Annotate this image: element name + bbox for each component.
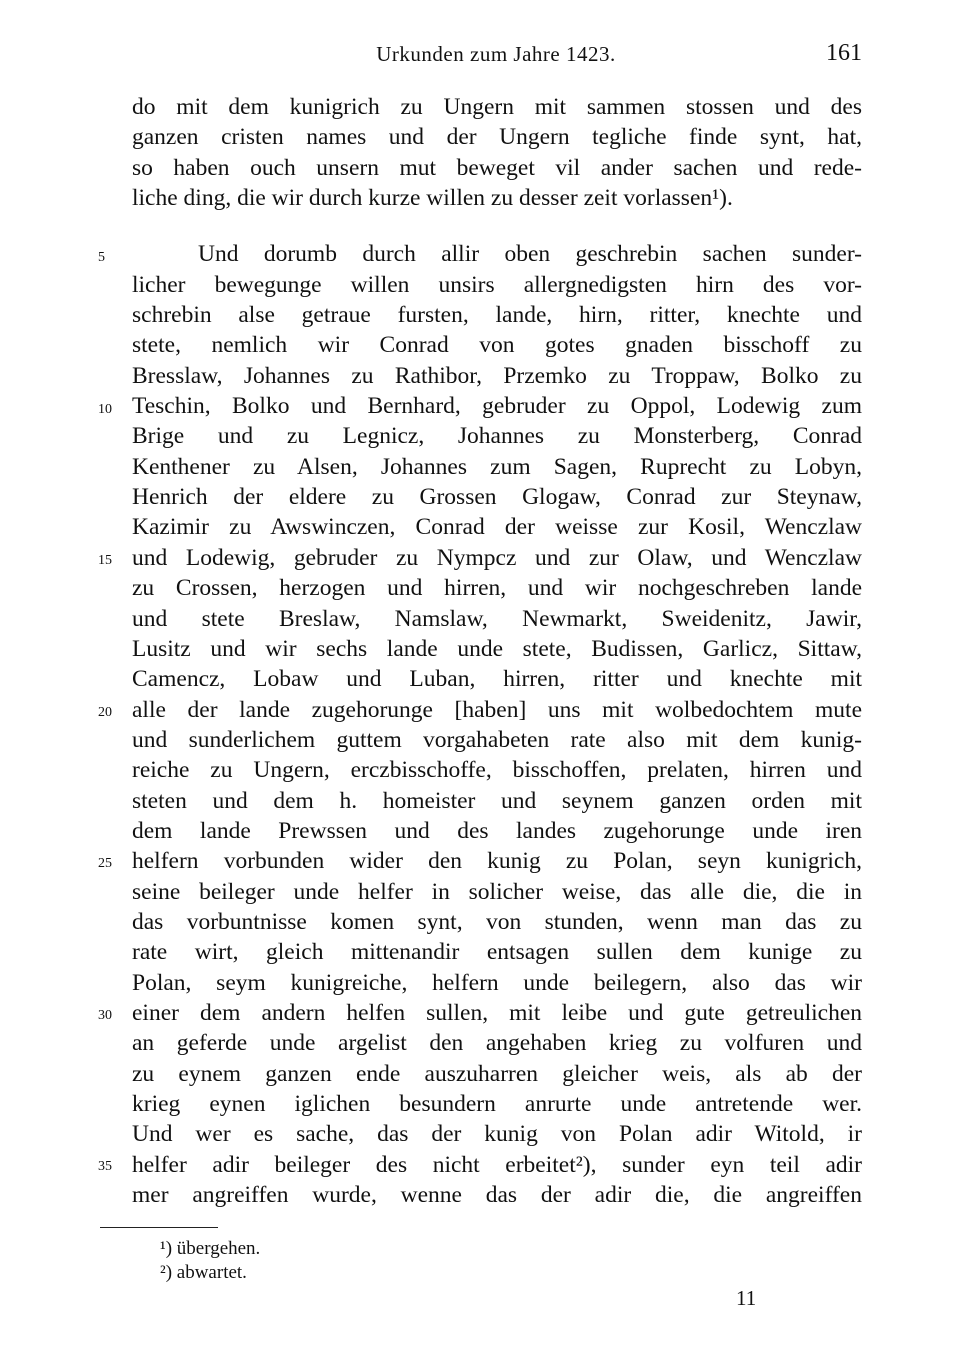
text-line: helfern vorbunden wider den kunig zu Polan, seyn kunigrich,	[132, 848, 862, 875]
signature-mark: 11	[736, 1286, 757, 1310]
text-line: reiche zu Ungern, erczbisschoffe, bisschoffen, prelaten, hirren und	[132, 757, 862, 784]
line-number: 30	[98, 1008, 112, 1023]
text-line: einer dem andern helfen sullen, mit leibe und gute getreulichen	[132, 999, 862, 1026]
footnotes	[160, 1237, 260, 1285]
line-number: 20	[98, 705, 112, 720]
line-number: 15	[98, 553, 112, 568]
text-line: Lusitz und wir sechs lande unde stete, Budissen, Garlicz, Sittaw,	[132, 635, 862, 662]
text-line: zu eynem ganzen ende auszuharren gleicher weis, als ab der	[132, 1060, 862, 1087]
page-header	[130, 38, 862, 78]
text-line: Brige und zu Legnicz, Johannes zu Monsterberg, Conrad	[132, 423, 862, 450]
text-line: dem lande Prewssen und des landes zugehorunge unde iren	[132, 817, 862, 844]
footnote: ¹) übergehen.	[160, 1238, 261, 1259]
text-line: Teschin, Bolko und Bernhard, gebruder zu Oppol, Lodewig zum	[132, 393, 862, 420]
text-line: alle der lande zugehorunge [haben] uns mit wolbedochtem mute	[132, 696, 862, 723]
text-line: und sunderlichem guttem vorgahabeten rate also mit dem kunig-	[132, 726, 862, 753]
footnote: ²) abwartet.	[160, 1262, 247, 1283]
text-line: Camencz, Lobaw und Luban, hirren, ritter und knechte mit	[132, 666, 862, 693]
text-line: Henrich der eldere zu Grossen Glogaw, Conrad zur Steynaw,	[132, 484, 862, 511]
text-line: Polan, seym kunigreiche, helfern unde beilegern, also das wir	[132, 969, 862, 996]
text-line: zu Crossen, herzogen und hirren, und wir nochgeschreben lande	[132, 575, 862, 602]
text-line: Kenthener zu Alsen, Johannes zum Sagen, Ruprecht zu Lobyn,	[132, 453, 862, 480]
text-line: ganzen cristen names und der Ungern tegliche finde synt, hat,	[132, 124, 862, 151]
text-line: krieg eynen iglichen besundern anrurte unde antretende wer.	[132, 1091, 862, 1117]
text-line: das vorbuntnisse komen synt, von stunden, wenn man das zu	[132, 908, 862, 935]
footnote-divider	[100, 1227, 218, 1228]
line-number: 25	[98, 856, 112, 871]
page-number: 161	[826, 40, 862, 66]
text-line: Bresslaw, Johannes zu Rathibor, Przemko zu Troppaw, Bolko zu	[132, 362, 862, 389]
text-line: Und wer es sache, das der kunig von Polan adir Witold, ir	[132, 1121, 862, 1148]
paragraph-gap	[132, 213, 862, 239]
text-line: helfer adir beileger des nicht erbeitet²), sunder eyn teil adir	[132, 1151, 862, 1178]
text-line: Kazimir zu Awswinczen, Conrad der weisse zur Kosil, Wenczlaw	[132, 514, 862, 541]
running-head: Urkunden zum Jahre 1423.	[376, 42, 616, 66]
body-text	[132, 92, 862, 1210]
text-line: und Lodewig, gebruder zu Nympcz und zur Olaw, und Wenczlaw	[132, 544, 862, 571]
text-line: stete, nemlich wir Conrad von gotes gnaden bisschoff zu	[132, 332, 862, 359]
line-number: 5	[98, 250, 105, 265]
text-line: an geferde unde argelist den angehaben krieg zu volfuren und	[132, 1030, 862, 1057]
text-line: Und dorumb durch allir oben geschrebin sachen sunder-	[198, 241, 862, 268]
text-line: seine beileger unde helfer in solicher weise, das alle die, die in	[132, 878, 862, 905]
text-line: mer angreiffen wurde, wenne das der adir die, die angreiffen	[132, 1182, 862, 1209]
line-number: 10	[98, 402, 112, 417]
text-line: und stete Breslaw, Namslaw, Newmarkt, Sweidenitz, Jawir,	[132, 605, 862, 632]
text-line: licher bewegunge willen unsirs allergnedigsten hirn des vor-	[132, 271, 862, 298]
text-line: rate wirt, gleich mittenandir entsagen sullen dem kunige zu	[132, 939, 862, 966]
text-line: do mit dem kunigrich zu Ungern mit sammen stossen und des	[132, 94, 862, 120]
text-line: schrebin alse getraue fursten, lande, hirn, ritter, knechte und	[132, 302, 862, 329]
text-line: so haben ouch unsern mut beweget vil ander sachen und rede-	[132, 154, 862, 181]
line-number: 35	[98, 1159, 112, 1174]
text-line: liche ding, die wir durch kurze willen zu desser zeit vorlassen¹).	[132, 185, 733, 212]
text-line: steten und dem h. homeister und seynem ganzen orden mit	[132, 787, 862, 814]
